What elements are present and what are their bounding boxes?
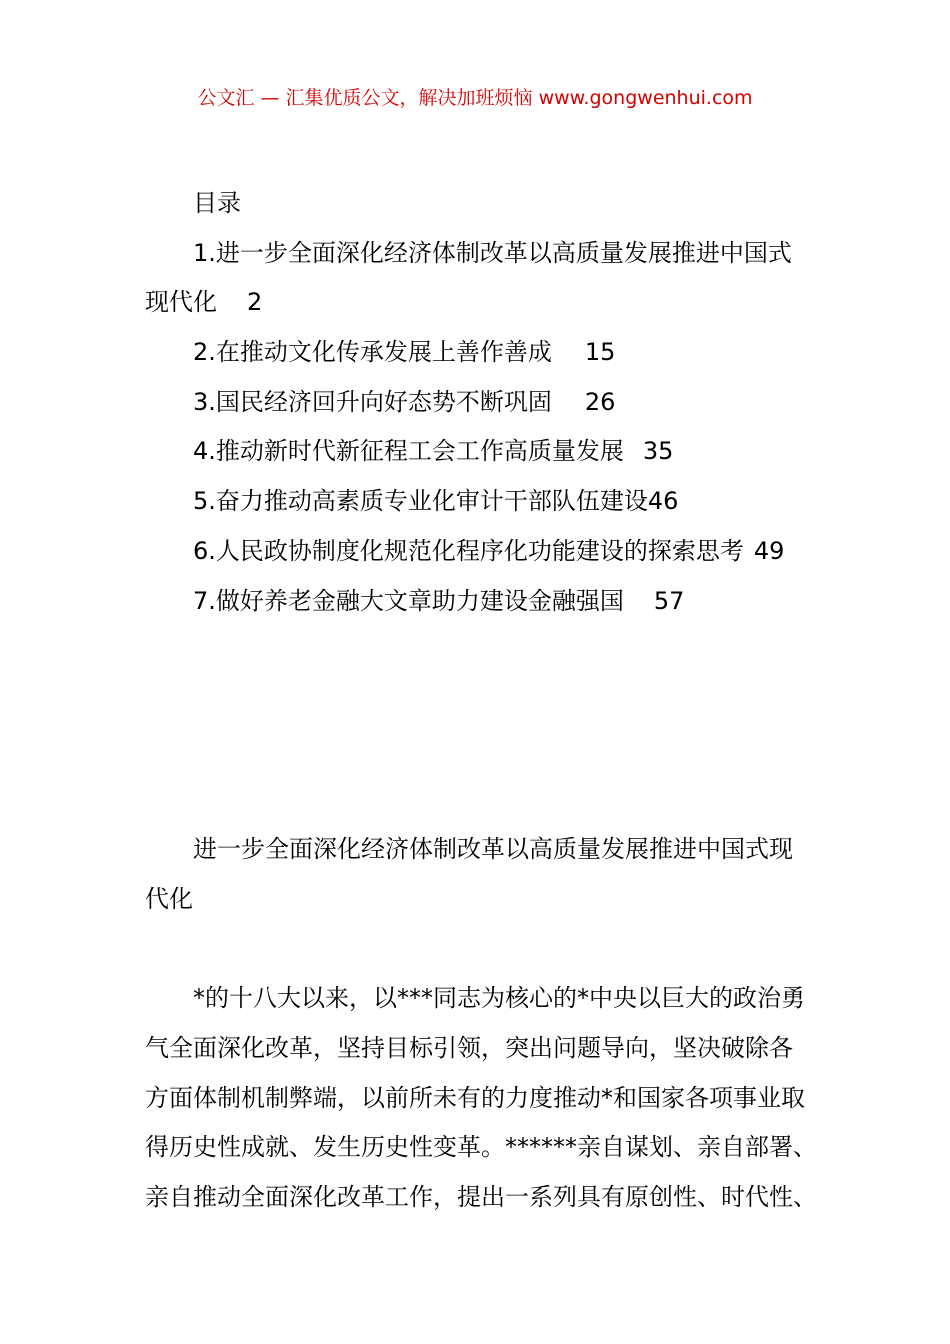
toc-entry-1-page: 2 bbox=[247, 288, 263, 317]
toc-entry-4-page: 35 bbox=[642, 437, 674, 466]
site-header-banner: 公文汇 — 汇集优质公文，解决加班烦恼 www.gongwenhui.com bbox=[197, 87, 753, 109]
toc-entry-2-page: 15 bbox=[584, 338, 616, 367]
toc-entry-5-page: 46 bbox=[647, 487, 679, 516]
toc-entry-3-page: 26 bbox=[584, 387, 616, 416]
toc-entry-3 bbox=[145, 378, 825, 428]
toc-entry-7-text: 7.做好养老金融大文章助力建设金融强国 bbox=[193, 586, 624, 615]
article-title-line1: 进一步全面深化经济体制改革以高质量发展推进中国式现 bbox=[193, 835, 793, 864]
toc-entry-4 bbox=[145, 427, 825, 477]
toc-entry-6-text: 6.人民政协制度化规范化程序化功能建设的探索思考 bbox=[193, 536, 744, 565]
article-title-line2: 代化 bbox=[145, 884, 193, 913]
toc-entry-5 bbox=[145, 477, 825, 527]
toc-entry-1-line1: 1.进一步全面深化经济体制改革以高质量发展推进中国式 bbox=[193, 238, 792, 267]
toc-entry-2-text: 2.在推动文化传承发展上善作善成 bbox=[193, 338, 552, 367]
toc-entry-7-page: 57 bbox=[653, 586, 685, 615]
toc-entry-2 bbox=[145, 328, 825, 378]
section-spacer bbox=[145, 626, 825, 825]
body-line-4: 得历史性成就、发生历史性变革。******亲自谋划、亲自部署、 bbox=[145, 1133, 817, 1162]
toc-entry-5-text: 5.奋力推动高素质专业化审计干部队伍建设 bbox=[193, 487, 648, 516]
document-body bbox=[145, 179, 825, 1223]
toc-entry-3-text: 3.国民经济回升向好态势不断巩固 bbox=[193, 387, 552, 416]
toc-entry-1-line2 bbox=[145, 278, 825, 328]
body-line-5: 亲自推动全面深化改革工作，提出一系列具有原创性、时代性、 bbox=[145, 1183, 817, 1211]
toc-entry-1-text: 现代化 bbox=[145, 288, 217, 317]
title-spacer bbox=[145, 925, 825, 975]
body-line-2: 气全面深化改革，坚持目标引领，突出问题导向，坚决破除各 bbox=[145, 1033, 793, 1062]
toc-entry-6-page: 49 bbox=[753, 536, 785, 565]
toc-title: 目录 bbox=[193, 189, 241, 217]
toc-entry-7 bbox=[145, 577, 825, 627]
body-line-3: 方面体制机制弊端，以前所未有的力度推动*和国家各项事业取 bbox=[145, 1083, 805, 1112]
toc-entry-6 bbox=[145, 527, 825, 577]
body-line-1: *的十八大以来，以***同志为核心的*中央以巨大的政治勇 bbox=[193, 984, 805, 1013]
toc-entry-4-text: 4.推动新时代新征程工会工作高质量发展 bbox=[193, 437, 624, 466]
